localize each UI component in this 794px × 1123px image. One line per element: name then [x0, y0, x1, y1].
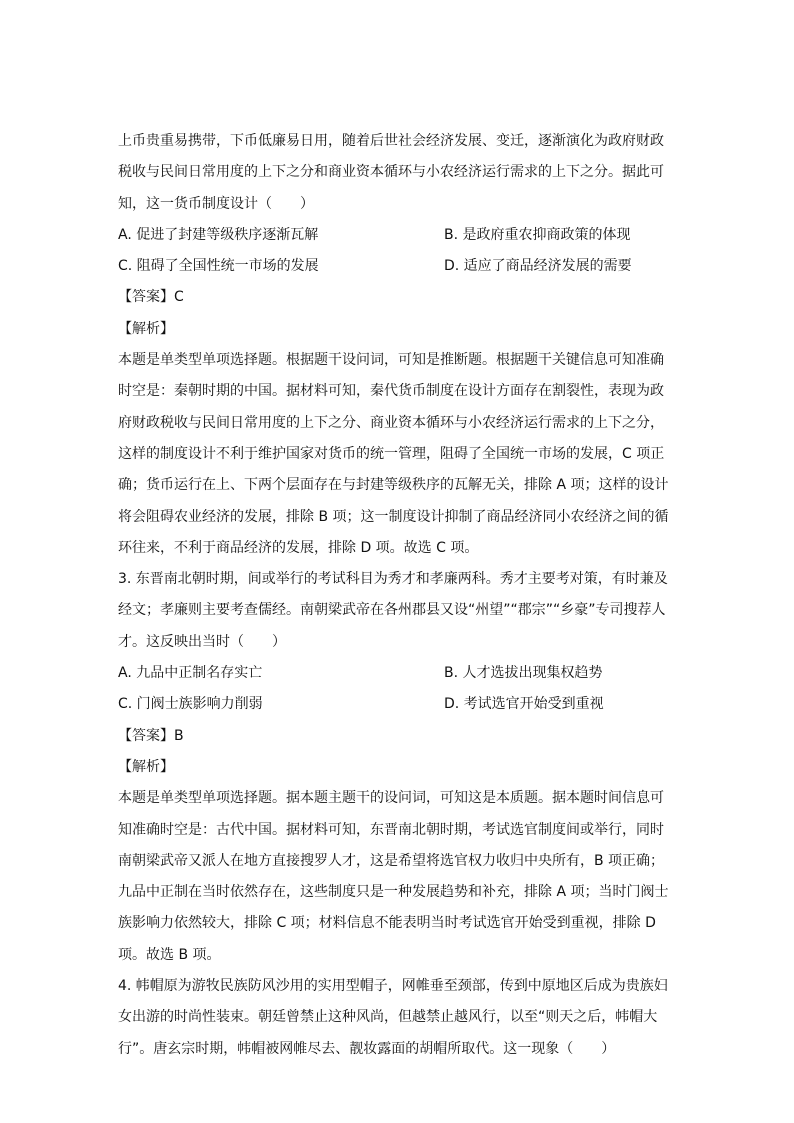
answer-label: 【答案】B	[118, 727, 184, 744]
analysis-line: 将会阻碍农业经济的发展，排除 B 项；这一制度设计抑制了商品经济同小农经济之间的循	[118, 508, 669, 525]
analysis-line: 府财政税收与民间日常用度的上下之分、商业资本循环与小农经济运行需求的上下之分，	[118, 414, 664, 431]
analysis-line: 环往来，不利于商品经济的发展，排除 D 项。故选 C 项。	[118, 539, 479, 556]
analysis-line: 南朝梁武帝又派人在地方直接搜罗人才，这是希望将选官权力收归中央所有，B 项正确；	[118, 852, 665, 869]
option-a: A. 九品中正制名存实亡	[118, 665, 263, 682]
analysis-label: 【解析】	[118, 758, 174, 775]
analysis-line: 确；货币运行在上、下两个层面存在与封建等级秩序的瓦解无关，排除 A 项；这样的设计	[118, 477, 669, 494]
option-b: B. 是政府重农抑商政策的体现	[444, 226, 631, 243]
question-2	[118, 126, 678, 564]
question-stem-line: 经文；孝廉则主要考查儒经。南朝梁武帝在各州郡县又设“州望”“郡宗”“乡豪”专司搜荐人	[118, 602, 666, 619]
option-c: C. 阻碍了全国性统一市场的发展	[118, 258, 319, 275]
question-3	[118, 564, 678, 971]
option-c: C. 门阀士族影响力削弱	[118, 696, 263, 713]
options-row	[118, 658, 678, 689]
options-row	[118, 689, 678, 720]
option-b: B. 人才选拔出现集权趋势	[444, 665, 603, 682]
analysis-line: 知准确时空是：古代中国。据材料可知，东晋南北朝时期，考试选官制度间或举行，同时	[118, 821, 664, 838]
answer-label: 【答案】C	[118, 289, 184, 306]
question-stem-line: 行”。唐玄宗时期，帏帽被网帷尽去、靓妆露面的胡帽所取代。这一现象（ ）	[118, 1040, 616, 1057]
analysis-line: 九品中正制在当时依然存在，这些制度只是一种发展趋势和补充，排除 A 项；当时门阀士	[118, 884, 669, 901]
analysis-line: 族影响力依然较大，排除 C 项；材料信息不能表明当时考试选官开始受到重视，排除 D	[118, 915, 656, 932]
analysis-line: 项。故选 B 项。	[118, 946, 221, 963]
analysis-line: 本题是单类型单项选择题。根据题干设问词，可知是推断题。根据题干关键信息可知准确	[118, 352, 664, 369]
analysis-line: 这样的制度设计不利于维护国家对货币的统一管理，阻碍了全国统一市场的发展，C 项正	[118, 445, 665, 462]
question-stem-line: 4. 帏帽原为游牧民族防风沙用的实用型帽子，网帷垂至颈部，传到中原地区后成为贵族妇	[118, 978, 668, 995]
question-stem-line: 上币贵重易携带，下币低廉易日用，随着后世社会经济发展、变迁，逐渐演化为政府财政	[118, 133, 664, 149]
option-a: A. 促进了封建等级秩序逐渐瓦解	[118, 226, 319, 243]
options-row	[118, 251, 678, 282]
question-stem-line: 知，这一货币制度设计（ ）	[118, 195, 314, 212]
question-4	[118, 971, 678, 1065]
option-d: D. 考试选官开始受到重视	[444, 696, 604, 713]
question-stem-line: 税收与民间日常用度的上下之分和商业资本循环与小农经济运行需求的上下之分。据此可	[118, 164, 664, 181]
analysis-line: 本题是单类型单项选择题。据本题主题干的设问词，可知这是本质题。据本题时间信息可	[118, 790, 664, 807]
question-stem-line: 才。这反映出当时（ ）	[118, 633, 286, 650]
analysis-label: 【解析】	[118, 320, 174, 337]
exam-page	[118, 126, 678, 1065]
option-d: D. 适应了商品经济发展的需要	[444, 258, 632, 275]
question-stem-line: 女出游的时尚性装束。朝廷曾禁止这种风尚，但越禁止越风行，以至“则天之后，帏帽大	[118, 1009, 658, 1026]
options-row	[118, 220, 678, 251]
question-stem-line: 3. 东晋南北朝时期，间或举行的考试科目为秀才和孝廉两科。秀才主要考对策，有时兼及	[118, 571, 668, 588]
analysis-line: 时空是：秦朝时期的中国。据材料可知，秦代货币制度在设计方面存在割裂性，表现为政	[118, 383, 664, 400]
